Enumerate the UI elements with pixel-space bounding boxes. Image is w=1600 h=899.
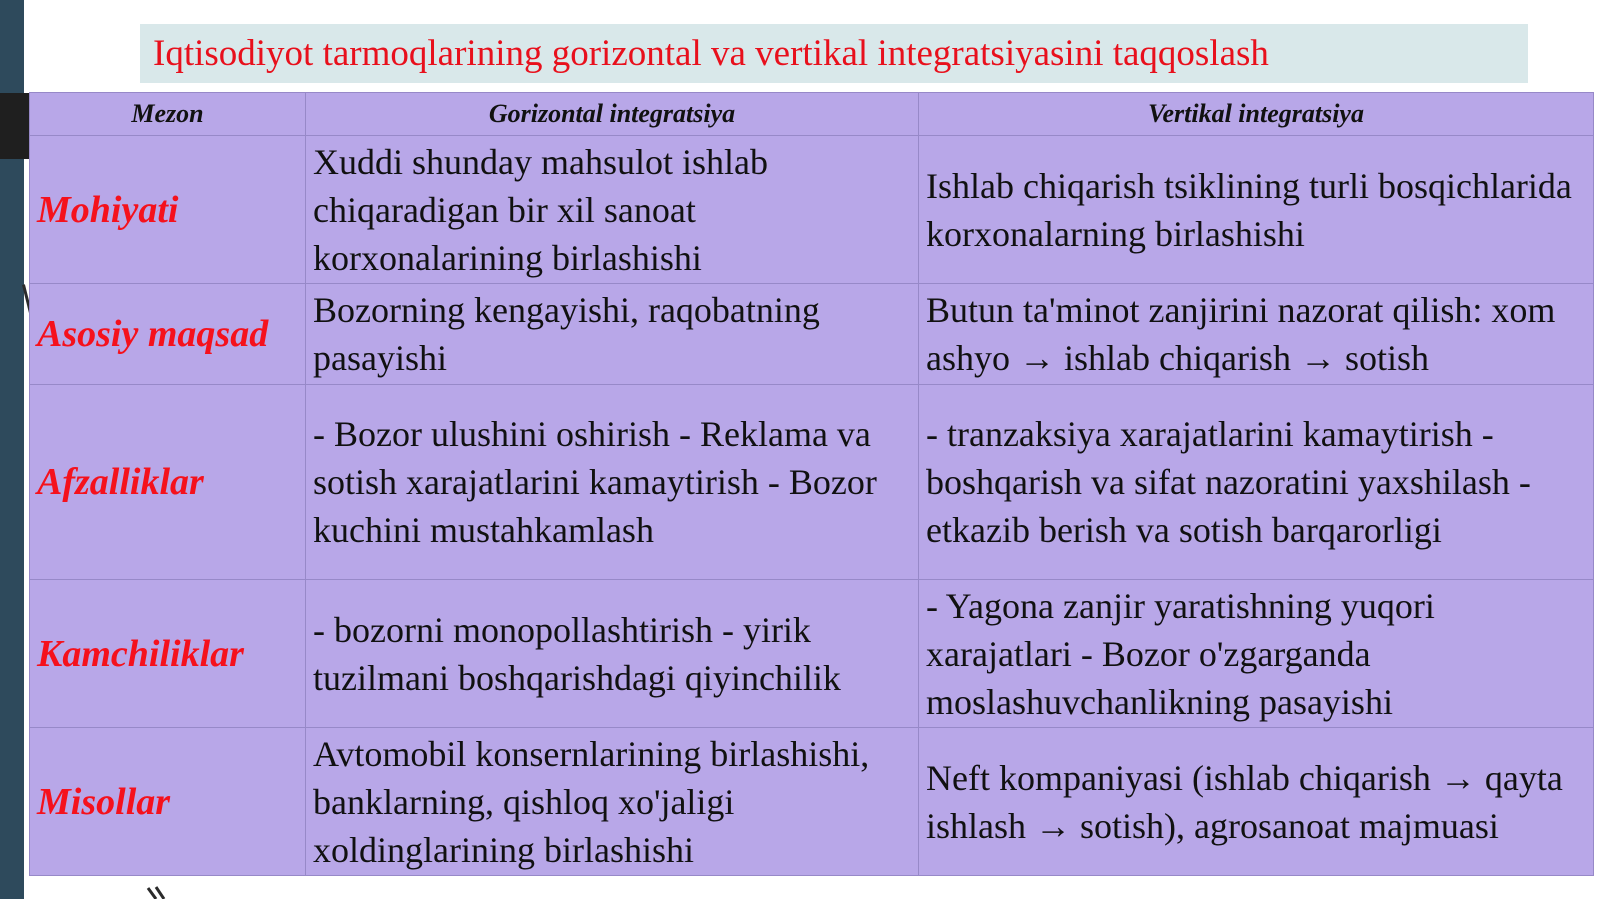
vertical-cell: Butun ta'minot zanjirini nazorat qilish: xom ashyo → ishlab chiqarish → sotish bbox=[919, 284, 1594, 385]
slide-title: Iqtisodiyot tarmoqlarining gorizontal va vertikal integratsiyasini taqqoslash bbox=[153, 33, 1269, 74]
table-header-row bbox=[30, 93, 1594, 136]
corner-decoration-icon bbox=[140, 886, 200, 899]
criterion-cell: Asosiy maqsad bbox=[30, 284, 306, 385]
criterion-cell: Misollar bbox=[30, 728, 306, 876]
horizontal-cell: - Bozor ulushini oshirish - Reklama va sotish xarajatlarini kamaytirish - Bozor kuchini mustahkamlash bbox=[306, 385, 919, 580]
header-horizontal: Gorizontal integratsiya bbox=[306, 93, 919, 136]
vertical-cell: Ishlab chiqarish tsiklining turli bosqichlarida korxonalarning birlashishi bbox=[919, 136, 1594, 284]
table-row bbox=[30, 728, 1594, 876]
horizontal-cell: Xuddi shunday mahsulot ishlab chiqaradigan bir xil sanoat korxonalarining birlashishi bbox=[306, 136, 919, 284]
horizontal-cell: - bozorni monopollashtirish - yirik tuzilmani boshqarishdagi qiyinchilik bbox=[306, 580, 919, 728]
slide-left-tab bbox=[0, 93, 29, 159]
table-row bbox=[30, 385, 1594, 580]
vertical-cell: Neft kompaniyasi (ishlab chiqarish → qayta ishlash → sotish), agrosanoat majmuasi bbox=[919, 728, 1594, 876]
table-row bbox=[30, 580, 1594, 728]
criterion-cell: Kamchiliklar bbox=[30, 580, 306, 728]
comparison-table bbox=[29, 92, 1594, 876]
table-row bbox=[30, 284, 1594, 385]
table-row bbox=[30, 136, 1594, 284]
horizontal-cell: Avtomobil konsernlarining birlashishi, banklarning, qishloq xo'jaligi xoldinglarining birlashishi bbox=[306, 728, 919, 876]
header-criterion: Mezon bbox=[30, 93, 306, 136]
vertical-cell: - Yagona zanjir yaratishning yuqori xarajatlari - Bozor o'zgarganda moslashuvchanlikning pasayishi bbox=[919, 580, 1594, 728]
criterion-cell: Afzalliklar bbox=[30, 385, 306, 580]
vertical-cell: - tranzaksiya xarajatlarini kamaytirish - boshqarish va sifat nazoratini yaxshilash - etkazib berish va sotish barqarorligi bbox=[919, 385, 1594, 580]
horizontal-cell: Bozorning kengayishi, raqobatning pasayishi bbox=[306, 284, 919, 385]
title-band bbox=[140, 24, 1528, 83]
header-vertical: Vertikal integratsiya bbox=[919, 93, 1594, 136]
criterion-cell: Mohiyati bbox=[30, 136, 306, 284]
